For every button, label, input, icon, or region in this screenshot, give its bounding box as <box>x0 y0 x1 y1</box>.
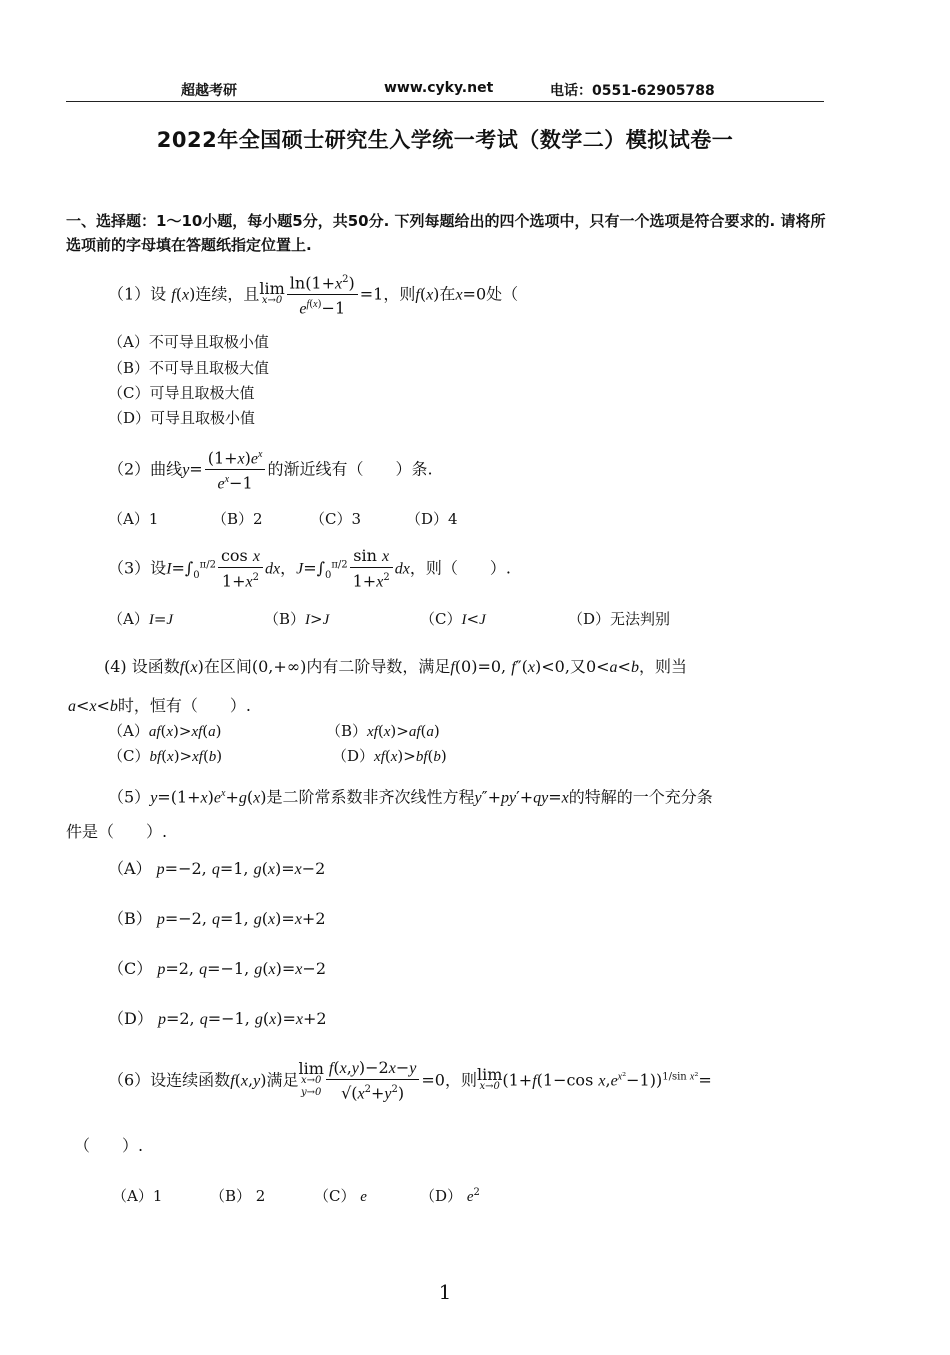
section-intro: 一、选择题：1～10小题，每小题5分，共50分. 下列每题给出的四个选项中，只有一个选项是符合要求的. 请将所选项前的字母填在答题纸指定位置上. <box>66 212 826 254</box>
q6-option-a: （A）1 <box>112 1187 163 1205</box>
q4-option-a: （A）af(x)>xf(a) <box>108 722 222 740</box>
q4-text-c: 又 <box>569 657 586 676</box>
q3-option-c: （C）I<J <box>420 610 486 628</box>
question-5: $(5)y=(1+x)e^x+g(x)$是二阶常系数非齐次线性方程y″+py′+qy=x的特解的一个充分条 <box>108 787 713 807</box>
q1-text-c: 在 <box>439 284 456 304</box>
question-2: （2）曲线y= $\frac{(1+x)e^x}{e^x-1}$ 的渐近线有（ ）条. <box>108 445 433 495</box>
q1-option-a: （A）不可导且取极小值 <box>108 333 269 351</box>
q5-text-c: 件是（ ）. <box>66 822 168 841</box>
question-3: （3）设$I=\int_0^{\pi/2}$ $\frac{\text{cos x}}{1+x^2}$ dx，$J=\int_0^{\pi/2}$ $\frac{\text{sin x}}{1+x^2}$ dx，则（ ）. <box>108 546 511 591</box>
question-6: （6）设连续函数f(x,y)满足lim x→0 y→0 $\frac{f(x,y)-2x-y}{√(x^2+y^2)}$ =0，则lim x→0 (1+f(1−cos $x,e^{x^2}-1))^{1/sin x^2}=$ <box>108 1058 712 1103</box>
header-website: www.cyky.net <box>384 80 494 96</box>
q2-suffix: 的渐近线有（ ）条. <box>267 459 433 479</box>
q2-option-d: （D）4 <box>406 510 458 528</box>
q4-option-d: （D）xf(x)>bf(b) <box>332 747 447 765</box>
q3-option-a: （A）I=J <box>108 610 174 628</box>
q1-option-d: （D）可导且取极小值 <box>108 409 256 427</box>
q5-option-b: （B） p=−2, q=1, g(x)=x+2 <box>108 909 326 928</box>
q5-text-b: 的特解的一个充分条 <box>568 787 713 807</box>
q4-prefix: (4) 设函数 <box>104 657 180 676</box>
q4-option-b: （B）xf(x)>af(a) <box>326 722 440 740</box>
q1-option-b: （B）不可导且取极大值 <box>108 359 270 377</box>
q6-prefix: （6）设连续函数 <box>108 1070 231 1090</box>
q6-text-b: ，则 <box>444 1070 477 1090</box>
q4-text-a: 在区间 <box>203 657 252 676</box>
q5-text-a: 是二阶常系数非齐次线性方程 <box>266 787 475 807</box>
q1-text-d: 处（ <box>486 284 519 304</box>
q4-text-e: 时，恒有（ ）. <box>117 696 252 715</box>
q1-text-a: 连续，且 <box>195 284 260 304</box>
q2-option-b: （B）2 <box>212 510 263 528</box>
q6-option-c: （C） e <box>314 1187 367 1205</box>
q4-text-b: 内有二阶导数，满足 <box>306 657 451 676</box>
q5-option-c: （C） p=2, q=−1, g(x)=x−2 <box>108 959 326 978</box>
q1-text-b: ，则 <box>383 284 416 304</box>
q3-prefix: （3）设 <box>108 558 167 578</box>
question-4: (4) 设函数f(x)在区间(0,+∞)内有二阶导数，满足f(0)=0, f″(x)<0,又0<a<b，则当 <box>104 657 687 676</box>
question-4-line-2: a<x<b时，恒有（ ）. <box>68 696 252 715</box>
q4-option-c: （C）bf(x)>xf(b) <box>108 747 223 765</box>
q3-option-d: （D）无法判别 <box>568 610 671 628</box>
q5-option-d: （D） p=2, q=−1, g(x)=x+2 <box>108 1009 327 1028</box>
header-phone: 电话：0551-62905788 <box>550 83 715 99</box>
q2-option-a: （A）1 <box>108 510 159 528</box>
question-1: （1）设 f(x)连续，且lim x→0 $\frac{\ln(1+x^2)}{e^{f(x)}-1}$ =1，则f(x)在x=0处（ <box>108 270 518 320</box>
header-rule <box>66 101 824 102</box>
q3-suffix: ，则（ ）. <box>409 558 511 578</box>
header-brand: 超越考研 <box>181 83 237 99</box>
q1-option-c: （C）可导且取极大值 <box>108 384 255 402</box>
q2-prefix: （2）曲线 <box>108 459 183 479</box>
q6-option-b: （B） 2 <box>210 1187 266 1205</box>
q1-prefix: （1）设 <box>108 284 167 304</box>
q5-option-a: （A） p=−2, q=1, g(x)=x−2 <box>108 859 326 878</box>
q6-text-a: 满足 <box>266 1070 299 1090</box>
q3-option-b: （B）I>J <box>264 610 330 628</box>
q6-option-d: （D） $e^2$ <box>420 1187 480 1205</box>
page-title: 2022年全国硕士研究生入学统一考试（数学二）模拟试卷一 <box>156 128 734 152</box>
q2-option-c: （C）3 <box>310 510 362 528</box>
page-number: 1 <box>438 1280 452 1304</box>
q4-text-d: ，则当 <box>638 657 687 676</box>
q6-blank: （ ）. <box>74 1136 144 1155</box>
q5-prefix: （5） <box>108 787 151 807</box>
